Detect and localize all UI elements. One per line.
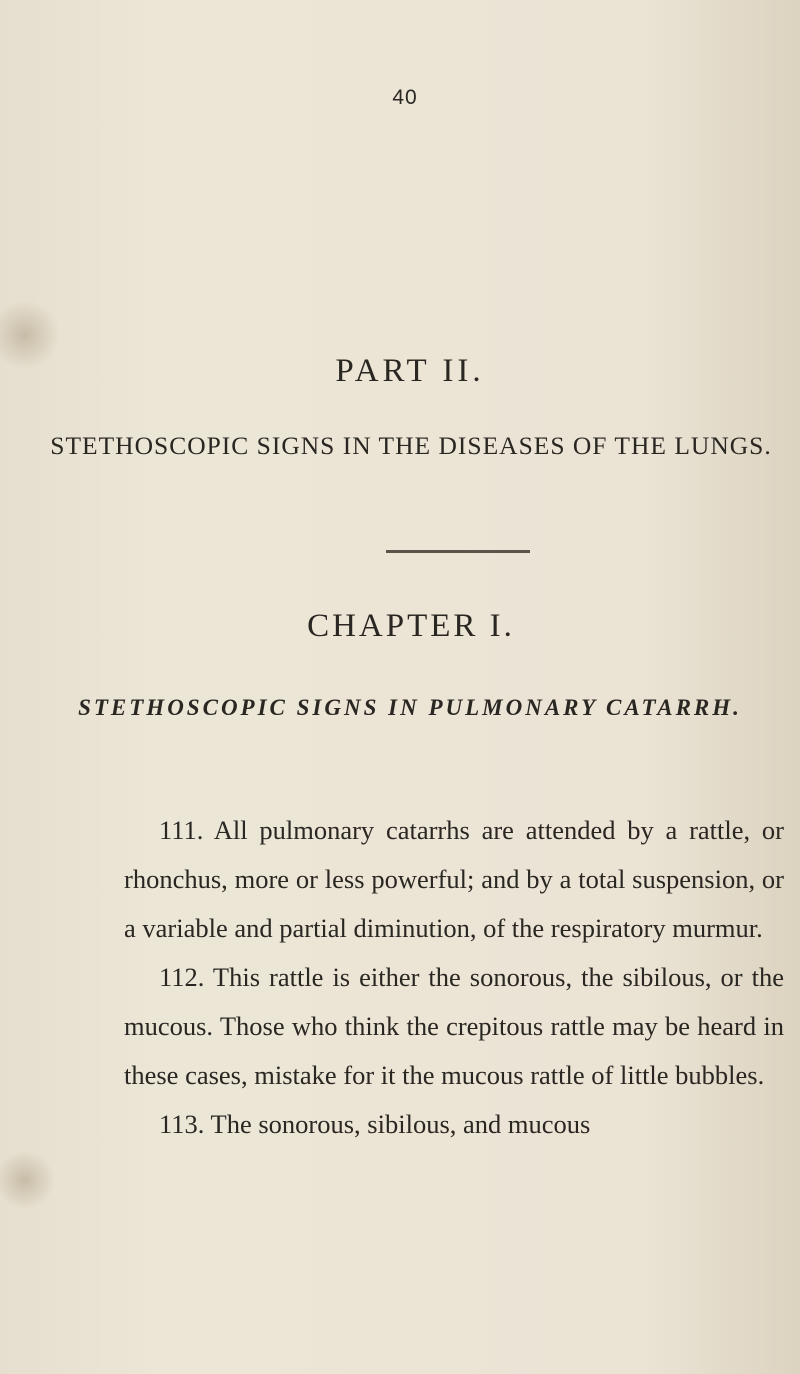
chapter-subtitle: STETHOSCOPIC SIGNS IN PULMONARY CATARRH. [78, 695, 742, 720]
part-subtitle: STETHOSCOPIC SIGNS IN THE DISEASES OF THE LUNGS. [50, 431, 772, 460]
body-text [124, 806, 784, 1149]
paragraph-113: 113. The sonorous, sibilous, and mucous [159, 1109, 591, 1139]
chapter-title: CHAPTER I. [307, 608, 515, 644]
section-divider [386, 550, 530, 553]
part-title: PART II. [335, 353, 485, 389]
paragraph-112: 112. This rattle is either the sonorous, the sibilous, or the mucous. Those who think the crepitous rattle may be heard in these cases, mistake for it the mucous rattle of little bubbles. [124, 962, 784, 1090]
page-number: 40 [392, 86, 418, 109]
paragraph-111: 111. All pulmonary catarrhs are attended by a rattle, or rhonchus, more or less powerful; and by a total suspension, or a variable and partial diminution, of the respiratory murmur. [124, 815, 784, 943]
foxing-spot [0, 1150, 55, 1210]
